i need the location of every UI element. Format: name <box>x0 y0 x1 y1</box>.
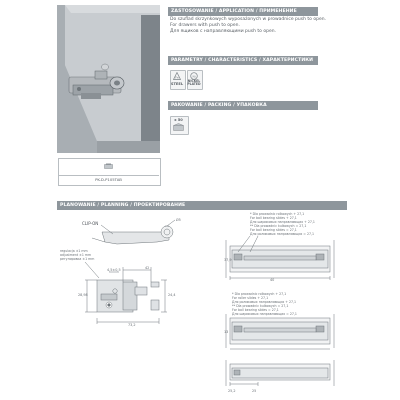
application-line-1: Do szuflad skrzynkowych wyposażonych w prowadnice push to open. <box>170 17 326 22</box>
note-top-4: ** Dla prowadnic kulkowych = 27,1 <box>250 224 307 228</box>
planning-header: PLANOWANIE / PLANNING / ПРОЕКТИРОВАНИЕ <box>57 201 347 210</box>
note-top-5: For ball bearing slides = 27,1 <box>250 228 297 232</box>
clip-on-label: CLIP-ON <box>82 221 99 226</box>
note-mid-2: For roller slides + 27,1 <box>232 296 269 300</box>
parameters-header: PARAMETRY / CHARACTERISTICS / ХАРАКТЕРИСТИКИ <box>168 56 318 65</box>
dim-width-small: 42 <box>145 266 150 270</box>
dim-height-side: 24,4 <box>168 293 176 297</box>
steel-symbol-icon <box>173 72 181 80</box>
product-render <box>57 5 160 153</box>
small-dim-b: 40 <box>270 278 275 282</box>
adjust-label: regulacja ±1 mm adjustment ±1 mm регулировка ±1 mm <box>60 249 95 262</box>
note-top-1: * Dla prowadnic rolkowych + 27,1 <box>250 212 305 216</box>
mechanism-technical-drawing <box>57 212 192 352</box>
note-mid-6: Для шариковых направляющих = 27,1 <box>232 312 297 316</box>
drawer-drawing-bottom <box>218 360 340 396</box>
bottom-dim-b: 25 <box>252 389 257 393</box>
application-line-3: Для ящиков с направляющими push to open. <box>170 29 276 34</box>
svg-text:Fe: Fe <box>175 75 179 80</box>
note-mid-3: Для роликовых направляющих + 27,1 <box>232 300 297 304</box>
note-mid-4: ** Dla prowadnic kulkowych = 27,1 <box>232 304 289 308</box>
steel-label: STEEL <box>170 82 184 86</box>
dim-hole: 4,5±0,5 <box>107 268 121 272</box>
bottom-dim-a: 25,2 <box>228 389 236 393</box>
drawer-drawing-top <box>218 232 340 286</box>
dim-top-diameter: Ø5 <box>176 218 181 222</box>
small-dim-a: 37,9 <box>224 258 232 262</box>
note-top-3: Для шариковых направляющих + 27,1 <box>250 220 315 224</box>
part-icon <box>104 163 113 169</box>
note-mid-1: * Dla prowadnic rolkowych + 27,1 <box>232 292 287 296</box>
part-number: PK-D-P105TAB <box>95 177 122 182</box>
application-line-2: For drawers with push to open. <box>170 23 240 28</box>
drawer-drawing-middle <box>218 314 340 354</box>
dim-height-body: 28,98 <box>78 293 88 297</box>
application-header: ZASTOSOWANIE / APPLICATION / ПРИМЕНЕНИЕ <box>168 7 318 16</box>
dim-width-bottom: 73,2 <box>128 323 136 327</box>
svg-text:Ni: Ni <box>192 74 196 79</box>
note-top-6: Для роликовых направляющих = 27,1 <box>250 232 315 236</box>
nickel-label: NICKEL PLATED <box>187 79 201 87</box>
package-icon <box>173 123 184 131</box>
note-mid-5: For ball bearing slides = 27,1 <box>232 308 279 312</box>
packing-header: PAKOWANIE / PACKING / УПАКОВКА <box>168 101 318 110</box>
small-dim-c: 13 <box>224 330 229 334</box>
note-top-2: For ball bearing slides + 27,1 <box>250 216 297 220</box>
packing-quantity: x 50 <box>174 118 183 122</box>
